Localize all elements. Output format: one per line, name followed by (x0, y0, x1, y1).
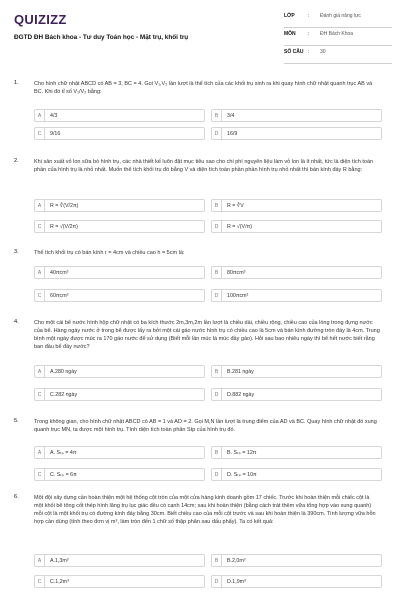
option-d[interactable] (211, 388, 382, 401)
option-letter: D (212, 128, 222, 139)
option-text: 40πcm³ (50, 269, 69, 276)
option-letter: B (212, 200, 222, 211)
option-letter: A (35, 447, 45, 458)
option-text: C.1,2m³ (50, 578, 69, 585)
meta-separator: : (308, 13, 310, 19)
meta-row-class (284, 13, 392, 28)
option-text: 3/4 (227, 112, 235, 119)
question-number: 1. (14, 80, 19, 86)
option-d[interactable] (211, 127, 382, 140)
option-a[interactable] (34, 365, 205, 378)
question-number: 4. (14, 319, 19, 325)
option-a[interactable] (34, 266, 205, 279)
question-3 (14, 249, 386, 304)
option-text: A.1,3m³ (50, 557, 69, 564)
option-letter: D (212, 290, 222, 301)
option-d[interactable] (211, 220, 382, 233)
page-title: ĐGTD ĐH Bách khoa - Tư duy Toán học - Mặt trụ, khối trụ (14, 34, 189, 41)
option-letter: D (212, 469, 222, 480)
option-text: B.2,0m³ (227, 557, 246, 564)
option-text: 9/16 (50, 130, 61, 137)
question-text: Khi sản xuất vỏ lon sữa bò hình trụ, các nhà thiết kế luôn đặt mục tiêu sao cho chi phí nguyên liệu làm vỏ lon là ít nhất, tức là diện tích toàn phần của hình trụ là nhỏ nhất. Muốn thể tích khối trụ đó bằng V và diện tích toàn phần phần hình trụ nhỏ nhất thì bán kính đáy R bằng: (34, 159, 374, 173)
option-letter: B (212, 555, 222, 566)
option-a[interactable] (34, 109, 205, 122)
meta-separator: : (308, 31, 310, 37)
option-text: R = ∛V (227, 202, 244, 209)
option-letter: A (35, 200, 45, 211)
option-c[interactable] (34, 220, 205, 233)
option-letter: B (212, 366, 222, 377)
option-text: R = ∛(V/2π) (50, 202, 79, 209)
option-text: 16/9 (227, 130, 238, 137)
option-b[interactable] (211, 365, 382, 378)
option-letter: A (35, 555, 45, 566)
option-letter: A (35, 366, 45, 377)
question-text: Thể tích khối trụ có bán kính r = 4cm và chiều cao h = 5cm là: (34, 250, 185, 256)
option-c[interactable] (34, 127, 205, 140)
option-d[interactable] (211, 468, 382, 481)
option-letter: C (35, 221, 45, 232)
option-text: 60πcm³ (50, 292, 69, 299)
option-text: D.882 ngày (227, 391, 255, 398)
meta-key: SỐ CÂU (284, 49, 304, 55)
option-text: D.1,9m³ (227, 578, 246, 585)
meta-key: MÔN (284, 31, 296, 37)
meta-info (284, 13, 392, 67)
option-letter: C (35, 290, 45, 301)
option-text: B. Sₜₚ = 12π (227, 449, 257, 456)
question-1 (14, 80, 386, 140)
option-b[interactable] (211, 266, 382, 279)
option-text: A.280 ngày (50, 368, 77, 375)
option-letter: D (212, 389, 222, 400)
question-2 (14, 158, 386, 238)
option-text: 100πcm³ (227, 292, 249, 299)
meta-value: Đánh giá năng lực (320, 13, 361, 19)
question-4 (14, 319, 386, 429)
option-letter: C (35, 576, 45, 587)
question-text: Cho hình chữ nhật ABCD có AB = 3, BC = 4. Gọi V₁,V₂ lần lượt là thể tích của các khối trụ sinh ra khi quay hình chữ nhật quanh trục AB và BC. Khi đó tỉ số V₁/V₂ bằng: (34, 81, 373, 95)
option-c[interactable] (34, 388, 205, 401)
option-text: R = √(V/2π) (50, 223, 78, 230)
option-text: D. Sₜₚ = 10π (227, 471, 257, 478)
meta-key: LỚP (284, 13, 295, 19)
option-letter: C (35, 469, 45, 480)
option-b[interactable] (211, 554, 382, 567)
option-letter: A (35, 110, 45, 121)
meta-value: ĐH Bách Khoa (320, 31, 354, 37)
option-c[interactable] (34, 289, 205, 302)
option-text: B.281 ngày (227, 368, 254, 375)
option-c[interactable] (34, 468, 205, 481)
question-text: Cho một cái bể nước hình hộp chữ nhật có ba kích thước 2m,3m,2m lần lượt là chiều dài, chiều rộng, chiều cao của lòng trong đựng nước của bể. Hàng ngày nước ở trong bể được lấy ra bởi một cái gáo nước hình trụ có chiều cao là 5cm và bán kính đường tròn đáy là 4cm. Trung bình một ngày được múc ra 170 gáo nước để sử dụng (Biết mỗi lần múc là múc đầy gáo). Hỏi sau bao nhiêu ngày thì bể hết nước biết rằng ban đầu bể đầy nước? (34, 320, 380, 350)
option-letter: A (35, 267, 45, 278)
meta-row-count (284, 49, 392, 64)
option-text: C. Sₜₚ = 6π (50, 471, 77, 478)
option-letter: B (212, 110, 222, 121)
option-a[interactable] (34, 446, 205, 459)
quizizz-logo: QUIZIZZ (14, 12, 67, 27)
question-number: 2. (14, 158, 19, 164)
option-c[interactable] (34, 575, 205, 588)
question-number: 3. (14, 249, 19, 255)
option-letter: B (212, 447, 222, 458)
option-a[interactable] (34, 554, 205, 567)
option-d[interactable] (211, 575, 382, 588)
option-a[interactable] (34, 199, 205, 212)
option-letter: D (212, 576, 222, 587)
option-text: R = √(V/π) (227, 223, 252, 230)
option-letter: D (212, 221, 222, 232)
question-number: 5. (14, 418, 19, 424)
option-b[interactable] (211, 199, 382, 212)
option-text: A. Sₜₚ = 4π (50, 449, 77, 456)
option-text: 4/3 (50, 112, 58, 119)
question-6 (14, 494, 386, 594)
question-5 (14, 418, 386, 488)
option-text: 80πcm³ (227, 269, 246, 276)
option-d[interactable] (211, 289, 382, 302)
meta-value: 30 (320, 49, 326, 55)
question-text: Một đội xây dựng cần hoàn thiện một hệ thống cột tròn của một cửa hàng kinh doanh gồm 17 chiếc. Trước khi hoàn thiện mỗi chiếc cột là một khối bê tông cốt thép hình lăng trụ lục giác đều có cạnh 14cm; sau khi hoàn thiện (bằng cách trát thêm vữa tổng hợp vào xung quanh) mỗi cột là một khối trụ có đường kính đáy bằng 30cm. Biết chiều cao của mỗi cột trước và sau khi hoàn thiện là 390cm. Tính lượng vữa hỗn hợp cần dùng (tính theo đơn vị m³, làm tròn đến 1 chữ số thập phân sau dấu phẩy). Ta có kết quả: (34, 495, 376, 525)
meta-separator: : (308, 49, 310, 55)
option-letter: C (35, 128, 45, 139)
option-letter: B (212, 267, 222, 278)
meta-row-subject (284, 31, 392, 46)
option-b[interactable] (211, 446, 382, 459)
option-b[interactable] (211, 109, 382, 122)
question-number: 6. (14, 494, 19, 500)
question-text: Trong không gian, cho hình chữ nhật ABCD có AB = 1 và AD = 2. Gọi M,N lần lượt là trung điểm của AD và BC. Quay hình chữ nhật đó xung quanh trục MN, ta được một hình trụ. Tính diện tích toàn phần Stp của hình trụ đó. (34, 419, 377, 433)
option-letter: C (35, 389, 45, 400)
option-text: C.282 ngày (50, 391, 78, 398)
